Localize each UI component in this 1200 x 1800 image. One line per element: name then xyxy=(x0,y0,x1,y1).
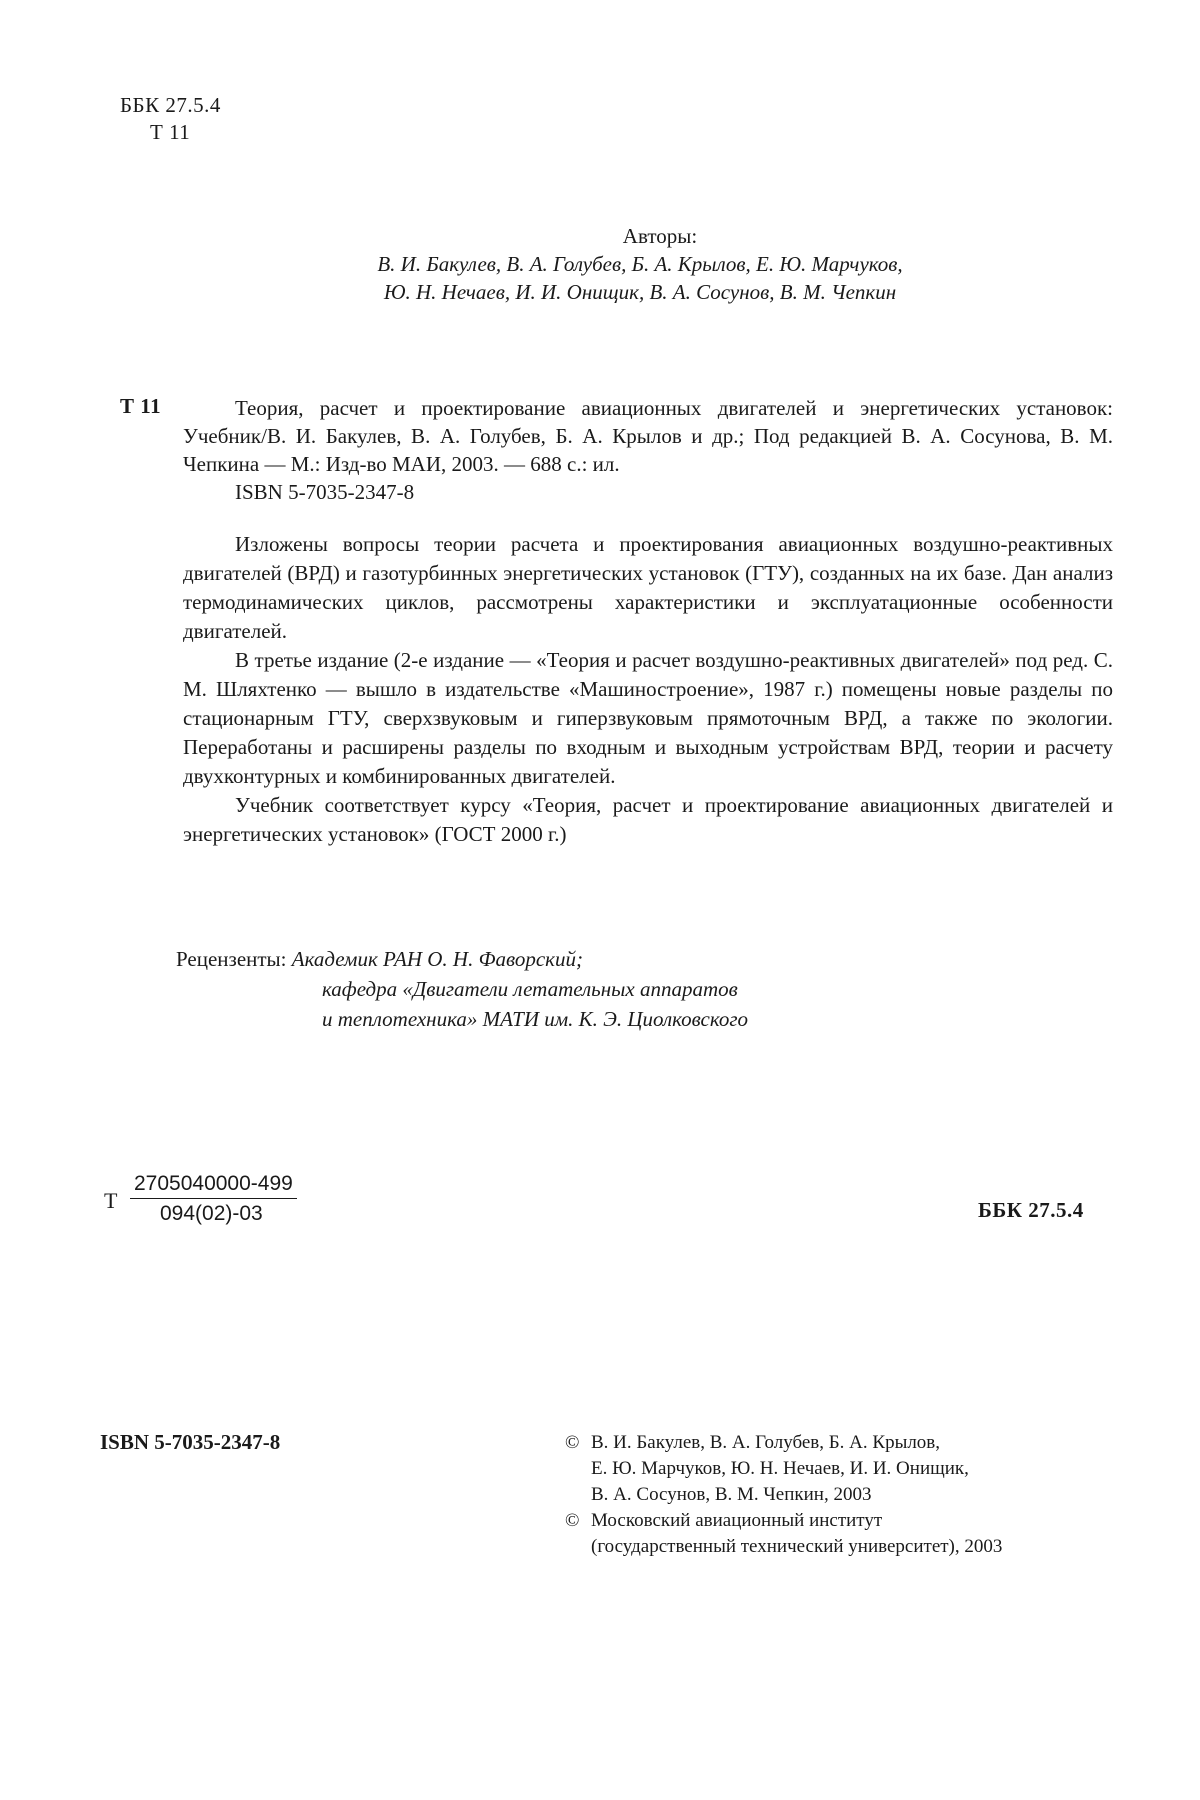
reviewer-2-line-1: кафедра «Двигатели летательных аппаратов xyxy=(322,977,738,1001)
bibliography-description: Теория, расчет и проектирование авиационных двигателей и энергетических установок: Учебник/В. И. Бакулев, В. А. Голубев, Б. А. Крылов и др.; Под редакцией В. А. Сосунова, В. М. Чепкина — М.: Изд-во МАИ, 2003. — 688 с.: ил. xyxy=(183,396,1113,476)
reviewer-1: Академик РАН О. Н. Фаворский; xyxy=(291,947,583,971)
copyright-block xyxy=(565,1430,1002,1560)
copyright-2-line-1: Московский авиационный институт xyxy=(591,1510,883,1531)
copyright-2-line-2: (государственный технический университет), 2003 xyxy=(591,1536,1003,1557)
authors-line-1: В. И. Бакулев, В. А. Голубев, Б. А. Крылов, Е. Ю. Марчуков, xyxy=(377,252,903,276)
reviewers-block xyxy=(176,944,748,1034)
bbk-code-right: ББК 27.5.4 xyxy=(978,1198,1084,1222)
authors-block xyxy=(160,222,1120,306)
copyright-1-line-3: В. А. Сосунов, В. М. Чепкин, 2003 xyxy=(591,1484,872,1505)
abstract xyxy=(183,530,1113,849)
authors-label: Авторы: xyxy=(622,224,698,248)
abstract-paragraph-2: В третье издание (2-е издание — «Теория и расчет воздушно-реактивных двигателей» под ред. С. М. Шляхтенко — вышло в издательстве «Машиностроение», 1987 г.) помещены новые разделы по стационарным ГТУ, сверхзвуковым и гиперзвуковым прямоточным ВРД, а также по экологии. Переработаны и расширены разделы по входным и выходным устройствам ВРД, теории и расчету двухконтурных и комбинированных двигателей. xyxy=(183,648,1113,788)
copyright-symbol-1: © xyxy=(565,1432,580,1453)
authors-line-2: Ю. Н. Нечаев, И. И. Онищик, В. А. Сосунов, В. М. Чепкин xyxy=(383,280,897,304)
bibliography-isbn: ISBN 5-7035-2347-8 xyxy=(235,480,415,504)
copyright-1-line-2: Е. Ю. Марчуков, Ю. Н. Нечаев, И. И. Онищик, xyxy=(591,1458,969,1479)
copyright-1-line-1: В. И. Бакулев, В. А. Голубев, Б. А. Крылов, xyxy=(591,1432,941,1453)
bbk-code: ББК 27.5.4 xyxy=(120,93,221,117)
classification-denominator: 094(02)-03 xyxy=(160,1202,263,1225)
reviewer-2-line-2: и теплотехника» МАТИ им. К. Э. Циолковского xyxy=(322,1007,749,1031)
bibliography-record xyxy=(183,394,1113,506)
bibliography-mark: Т 11 xyxy=(120,394,162,418)
classification-numerator: 2705040000-499 xyxy=(130,1172,297,1199)
reviewers-label: Рецензенты: xyxy=(176,947,287,971)
copyright-symbol-2: © xyxy=(565,1510,580,1531)
classification-letter: Т xyxy=(104,1188,118,1213)
bbk-header xyxy=(120,92,221,146)
author-mark: Т 11 xyxy=(150,120,191,144)
isbn-footer: ISBN 5-7035-2347-8 xyxy=(100,1430,281,1454)
abstract-paragraph-1: Изложены вопросы теории расчета и проектирования авиационных воздушно-реактивных двигателей (ВРД) и газотурбинных энергетических установок (ГТУ), созданных на их базе. Дан анализ термодинамических циклов, рассмотрены характеристики и эксплуатационные особенности двигателей. xyxy=(183,532,1113,643)
abstract-paragraph-3: Учебник соответствует курсу «Теория, расчет и проектирование авиационных двигателей и энергетических установок» (ГОСТ 2000 г.) xyxy=(183,793,1113,846)
